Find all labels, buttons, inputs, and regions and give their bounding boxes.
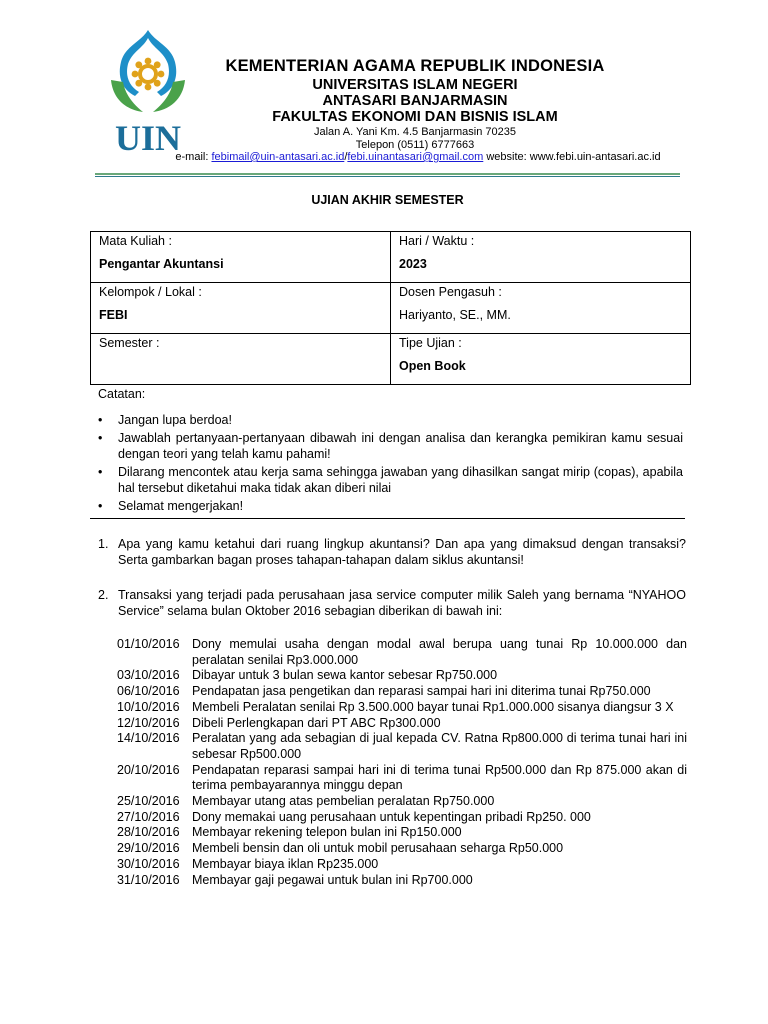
transaction-desc: Membeli Peralatan senilai Rp 3.500.000 bayar tunai Rp1.000.000 sisanya diangsur 3 X (192, 699, 674, 714)
transaction-date: 10/10/2016 (117, 699, 180, 714)
type-label: Tipe Ujian : (399, 336, 462, 350)
time-value: 2023 (399, 257, 427, 271)
transaction-row (117, 716, 687, 732)
transaction-date: 06/10/2016 (117, 684, 180, 699)
transaction-row (117, 873, 687, 889)
transaction-date: 25/10/2016 (117, 794, 180, 809)
question-number: 2. (98, 588, 109, 602)
question-text: Apa yang kamu ketahui dari ruang lingkup akuntansi? Dan apa yang dimaksud dengan transaksi? Serta gambarkan bagan proses tahapan-tahapan dalam siklus akuntansi! (118, 537, 686, 567)
list-item: • Jangan lupa berdoa! (98, 412, 683, 428)
semester-label: Semester : (99, 336, 160, 350)
transaction-desc: Pendapatan jasa pengetikan dan reparasi sampai hari ini diterima tunai Rp750.000 (192, 684, 651, 699)
transaction-desc: Peralatan yang ada sebagian di jual kepada CV. Ratna Rp800.000 di terima tunai hari ini sebesar Rp500.000 (192, 731, 687, 761)
contact-line (158, 151, 678, 163)
group-cell (91, 283, 391, 334)
transaction-date: 27/10/2016 (117, 809, 180, 824)
transaction-row (117, 763, 687, 794)
transaction-date: 14/10/2016 (117, 731, 180, 746)
question-number: 1. (98, 537, 109, 551)
transaction-date: 12/10/2016 (117, 715, 180, 730)
list-item: • Jawablah pertanyaan-pertanyaan dibawah ini dengan analisa dan kerangka pemikiran kamu sesuai dengan teori yang telah kamu pahami! (98, 430, 683, 462)
time-label: Hari / Waktu : (399, 234, 475, 248)
transaction-desc: Dony memulai usaha dengan modal awal berupa uang tunai Rp 10.000.000 dan peralatan senilai Rp3.000.000 (192, 637, 687, 667)
exam-title: UJIAN AKHIR SEMESTER (311, 193, 464, 207)
table-row (91, 334, 691, 385)
transaction-date: 30/10/2016 (117, 856, 180, 871)
address-line: Jalan A. Yani Km. 4.5 Banjarmasin 70235 (314, 126, 516, 138)
table-row (91, 232, 691, 283)
transaction-row (117, 810, 687, 826)
header-divider-green (95, 173, 680, 175)
exam-info-table (90, 231, 691, 385)
notes-list (98, 412, 683, 516)
transaction-desc: Membayar gaji pegawai untuk bulan ini Rp700.000 (192, 872, 473, 887)
transaction-desc: Membayar biaya iklan Rp235.000 (192, 856, 379, 871)
email-link-1[interactable]: febimail@uin-antasari.ac.id (211, 151, 345, 163)
faculty-title: FAKULTAS EKONOMI DAN BISNIS ISLAM (272, 109, 558, 125)
question-1 (98, 536, 686, 568)
lecturer-label: Dosen Pengasuh : (399, 285, 502, 299)
email-separator: / (344, 151, 348, 163)
transaction-row (117, 794, 687, 810)
transaction-row (117, 857, 687, 873)
transaction-date: 03/10/2016 (117, 668, 180, 683)
type-value: Open Book (399, 359, 466, 373)
group-value: FEBI (99, 308, 128, 322)
transaction-desc: Membeli bensin dan oli untuk mobil perusahaan seharga Rp50.000 (192, 841, 564, 856)
logo-text: UIN (114, 118, 182, 158)
transaction-row (117, 700, 687, 716)
ministry-title: KEMENTERIAN AGAMA REPUBLIK INDONESIA (225, 57, 605, 75)
transaction-row (117, 731, 687, 762)
transaction-date: 29/10/2016 (117, 841, 180, 856)
transaction-date: 01/10/2016 (117, 637, 180, 651)
phone-line: Telepon (0511) 6777663 (355, 139, 475, 151)
course-cell (91, 232, 391, 283)
table-row (91, 283, 691, 334)
email-link-2[interactable]: febi.uinantasari@gmail.com (347, 151, 484, 163)
email-prefix: e-mail: (175, 151, 212, 163)
notes-title: Catatan: (98, 387, 146, 401)
transaction-row (117, 684, 687, 700)
transaction-desc: Pendapatan reparasi sampai hari ini di terima tunai Rp500.000 dan Rp 875.000 akan di terima pembayarannya minggu depan (192, 762, 687, 793)
lecturer-cell (391, 283, 691, 334)
lecturer-value: Hariyanto, SE., MM. (399, 308, 511, 322)
transaction-row (117, 668, 687, 684)
transaction-row (117, 841, 687, 857)
university-title: UNIVERSITAS ISLAM NEGERI (312, 77, 518, 93)
question-2 (98, 587, 686, 619)
transaction-date: 28/10/2016 (117, 825, 180, 840)
time-cell (391, 232, 691, 283)
header-divider-blue (95, 176, 680, 177)
transaction-date: 20/10/2016 (117, 762, 180, 777)
course-label: Mata Kuliah : (99, 234, 172, 248)
transaction-desc: Membayar utang atas pembelian peralatan Rp750.000 (192, 794, 495, 809)
group-label: Kelompok / Lokal : (99, 285, 202, 299)
semester-cell (91, 334, 391, 385)
course-value: Pengantar Akuntansi (99, 257, 224, 271)
transaction-desc: Dibeli Perlengkapan dari PT ABC Rp300.000 (192, 715, 441, 730)
transaction-desc: Dony memakai uang perusahaan untuk kepentingan pribadi Rp250. 000 (192, 809, 591, 824)
transaction-desc: Membayar rekening telepon bulan ini Rp150.000 (192, 825, 462, 840)
transaction-row (117, 637, 687, 668)
transaction-date: 31/10/2016 (117, 872, 180, 887)
notes-divider (90, 518, 685, 519)
transaction-desc: Dibayar untuk 3 bulan sewa kantor sebesar Rp750.000 (192, 668, 498, 683)
list-item: • Dilarang mencontek atau kerja sama sehingga jawaban yang dihasilkan sangat mirip (copas), apabila hal tersebut diketahui maka tidak akan diberi nilai (98, 464, 683, 496)
transaction-row (117, 825, 687, 841)
list-item: • Selamat mengerjakan! (98, 498, 683, 514)
question-text: Transaksi yang terjadi pada perusahaan jasa service computer milik Saleh yang bernama “NYAHOO Service” selama bulan Oktober 2016 sebagian diberikan di bawah ini: (118, 588, 686, 618)
website-text: website: www.febi.uin-antasari.ac.id (483, 151, 661, 163)
type-cell (391, 334, 691, 385)
transaction-list (117, 637, 687, 888)
campus-title: ANTASARI BANJARMASIN (322, 93, 508, 109)
